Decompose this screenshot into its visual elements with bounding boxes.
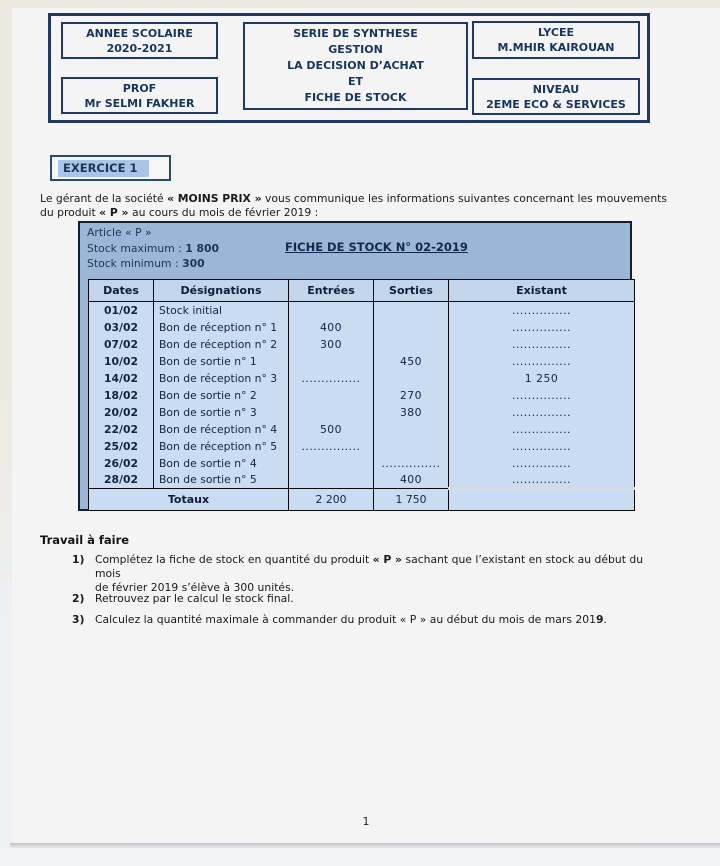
stock-card-title: FICHE DE STOCK N° 02-2019 xyxy=(285,240,468,254)
stock-row xyxy=(89,438,635,455)
stock-card-info xyxy=(87,225,219,272)
stock-cell: 07/02 xyxy=(89,336,154,353)
work-item-3 xyxy=(72,613,672,627)
stock-cell xyxy=(289,302,374,319)
work-item-number: 3) xyxy=(72,613,85,626)
work-item-number: 2) xyxy=(72,592,85,605)
stock-cell xyxy=(374,336,449,353)
school-year-box: ANNEE SCOLAIRE 2020-2021 xyxy=(61,22,218,59)
work-item-number: 1) xyxy=(72,553,85,566)
stock-cell: ............... xyxy=(449,472,635,489)
stock-cell xyxy=(289,404,374,421)
stock-min-line: Stock minimum : 300 xyxy=(87,257,205,270)
work-item-1 xyxy=(72,553,672,594)
stock-cell: ............... xyxy=(449,353,635,370)
stock-cell: ............... xyxy=(449,319,635,336)
stock-cell: 25/02 xyxy=(89,438,154,455)
stock-row xyxy=(89,336,635,353)
stock-cell: ............... xyxy=(449,387,635,404)
series-title-box: SERIE DE SYNTHESE GESTION LA DECISION D’ACHAT ET FICHE DE STOCK xyxy=(243,22,468,110)
stock-cell: 1 250 xyxy=(449,370,635,387)
stock-cell: ............... xyxy=(374,455,449,472)
stock-cell: 450 xyxy=(374,353,449,370)
intro-paragraph: Le gérant de la société « MOINS PRIX » vous communique les informations suivantes concernant les mouvements du produit « P » au cours du mois de février 2019 : xyxy=(40,192,668,219)
teacher-box: PROF Mr SELMI FAKHER xyxy=(61,77,218,114)
school-box: LYCEE M.MHIR KAIROUAN xyxy=(472,21,640,59)
stock-cell: 14/02 xyxy=(89,370,154,387)
stock-row xyxy=(89,370,635,387)
stock-cell xyxy=(374,438,449,455)
stock-row xyxy=(89,353,635,370)
stock-row xyxy=(89,302,635,319)
stock-row xyxy=(89,319,635,336)
stock-cell xyxy=(289,455,374,472)
level-box: NIVEAU 2EME ECO & SERVICES xyxy=(472,78,640,115)
stock-cell: 22/02 xyxy=(89,421,154,438)
stock-cell: 01/02 xyxy=(89,302,154,319)
work-item-text: Calculez la quantité maximale à commander du produit « P » au début du mois de mars 2019. xyxy=(95,613,607,626)
work-item-text: Complétez la fiche de stock en quantité du produit « P » sachant que l’existant en stock au début du mois de février 2019 s’élève à 300 unités. xyxy=(95,553,644,594)
stock-cell xyxy=(289,353,374,370)
stock-cell: 20/02 xyxy=(89,404,154,421)
stock-cell: Bon de réception n° 1 xyxy=(154,319,289,336)
stock-cell: ............... xyxy=(289,370,374,387)
stock-cell: 18/02 xyxy=(89,387,154,404)
column-header: Dates xyxy=(89,280,154,302)
exercise-label-box xyxy=(50,155,171,181)
stock-cell: Bon de sortie n° 2 xyxy=(154,387,289,404)
page-number: 1 xyxy=(362,815,370,828)
stock-cell: 270 xyxy=(374,387,449,404)
stock-cell: 300 xyxy=(289,336,374,353)
stock-cell: 380 xyxy=(374,404,449,421)
stock-card xyxy=(78,221,632,511)
document-page xyxy=(12,8,720,843)
stock-cell: ............... xyxy=(289,438,374,455)
stock-row xyxy=(89,421,635,438)
stock-cell: 500 xyxy=(289,421,374,438)
stock-row xyxy=(89,404,635,421)
column-header: Existant xyxy=(449,280,635,302)
stock-cell: Bon de réception n° 3 xyxy=(154,370,289,387)
stock-cell: Bon de sortie n° 5 xyxy=(154,472,289,489)
totals-cell xyxy=(449,489,635,511)
stock-cell: 400 xyxy=(374,472,449,489)
column-header: Désignations xyxy=(154,280,289,302)
totals-label: Totaux xyxy=(89,489,289,511)
totals-cell: 2 200 xyxy=(289,489,374,511)
stock-cell: 26/02 xyxy=(89,455,154,472)
stock-cell: 03/02 xyxy=(89,319,154,336)
article-line: Article « P » xyxy=(87,226,152,239)
stock-cell: 10/02 xyxy=(89,353,154,370)
stock-cell: Stock initial xyxy=(154,302,289,319)
stock-cell: ............... xyxy=(449,438,635,455)
column-header: Entrées xyxy=(289,280,374,302)
stock-cell: ............... xyxy=(449,336,635,353)
stock-cell xyxy=(374,319,449,336)
stock-cell: Bon de réception n° 4 xyxy=(154,421,289,438)
work-item-2 xyxy=(72,592,672,606)
stock-cell: 400 xyxy=(289,319,374,336)
stock-cell: ............... xyxy=(449,404,635,421)
next-page-gap xyxy=(0,848,720,866)
stock-row xyxy=(89,455,635,472)
stock-cell xyxy=(374,421,449,438)
stock-cell: Bon de sortie n° 3 xyxy=(154,404,289,421)
stock-table-header xyxy=(89,280,635,302)
stock-table-totals xyxy=(89,489,635,511)
stock-cell: Bon de réception n° 2 xyxy=(154,336,289,353)
stock-row xyxy=(89,472,635,489)
background-strip-left xyxy=(0,8,12,843)
stock-cell: Bon de réception n° 5 xyxy=(154,438,289,455)
stock-cell: Bon de sortie n° 1 xyxy=(154,353,289,370)
background-strip-top xyxy=(0,0,720,8)
stock-max-line: Stock maximum : 1 800 xyxy=(87,241,220,255)
totals-cell: 1 750 xyxy=(374,489,449,511)
stock-cell xyxy=(289,387,374,404)
exercise-label: EXERCICE 1 xyxy=(58,160,149,177)
stock-row xyxy=(89,387,635,404)
stock-cell: Bon de sortie n° 4 xyxy=(154,455,289,472)
stock-cell xyxy=(374,370,449,387)
stock-cell: ............... xyxy=(449,421,635,438)
stock-cell: 28/02 xyxy=(89,472,154,489)
work-item-text: Retrouvez par le calcul le stock final. xyxy=(95,592,294,605)
column-header: Sorties xyxy=(374,280,449,302)
stock-cell xyxy=(374,302,449,319)
stock-table xyxy=(88,279,635,511)
stock-cell: ............... xyxy=(449,302,635,319)
stock-cell: ............... xyxy=(449,455,635,472)
work-section-title: Travail à faire xyxy=(40,533,130,547)
stock-cell xyxy=(289,472,374,489)
